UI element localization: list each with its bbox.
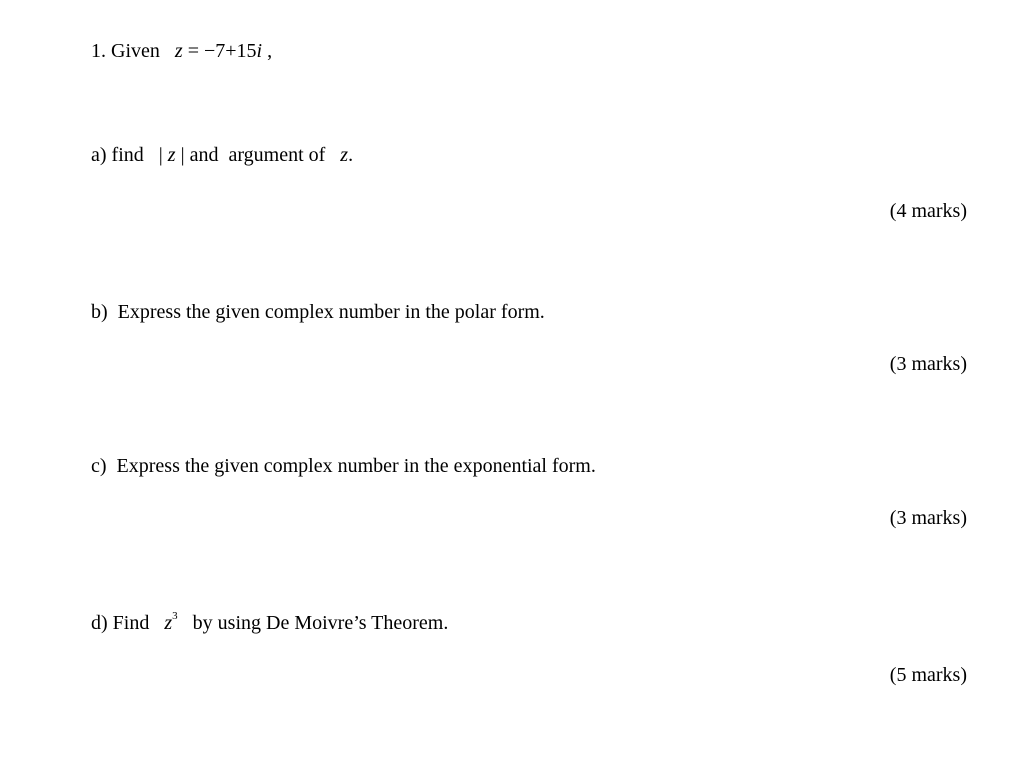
- part-a-mid-text: and argument of: [189, 144, 326, 166]
- part-a-variable-z: z: [340, 144, 349, 166]
- exponent-three: 3: [172, 610, 178, 622]
- question-number-label: 1. Given: [91, 40, 160, 62]
- part-d-variable-z: z: [164, 612, 173, 634]
- abs-bar-close: |: [180, 144, 185, 166]
- part-c-question: [91, 454, 596, 478]
- part-d-question: [91, 611, 448, 635]
- imaginary-coefficient: 15: [236, 40, 257, 62]
- part-b-marks: (3 marks): [889, 353, 967, 375]
- part-c-text: Express the given complex number in the exponential form.: [116, 455, 596, 477]
- intro-comma: ,: [267, 40, 273, 62]
- real-part: −7: [203, 40, 226, 62]
- part-a-label: a): [91, 144, 107, 166]
- equals-sign: =: [187, 40, 199, 62]
- part-b-question: [91, 300, 545, 324]
- variable-z: z: [174, 40, 183, 62]
- part-a-marks: (4 marks): [889, 200, 967, 222]
- part-d-text: by using De Moivre’s Theorem.: [192, 612, 449, 634]
- part-d-marks: (5 marks): [889, 664, 967, 686]
- part-a-question: [91, 143, 353, 167]
- part-d-find-text: Find: [112, 612, 150, 634]
- part-c-label: c): [91, 455, 107, 477]
- part-a-period: .: [348, 144, 354, 166]
- part-a-find-text: find: [111, 144, 144, 166]
- part-d-label: d): [91, 612, 108, 634]
- abs-bar-open: |: [158, 144, 163, 166]
- imaginary-unit: i: [256, 40, 263, 62]
- abs-variable-z: z: [167, 144, 176, 166]
- part-b-label: b): [91, 301, 108, 323]
- part-b-text: Express the given complex number in the polar form.: [117, 301, 545, 323]
- part-c-marks: (3 marks): [889, 507, 967, 529]
- question-intro: [91, 39, 272, 63]
- plus-sign: +: [225, 40, 237, 62]
